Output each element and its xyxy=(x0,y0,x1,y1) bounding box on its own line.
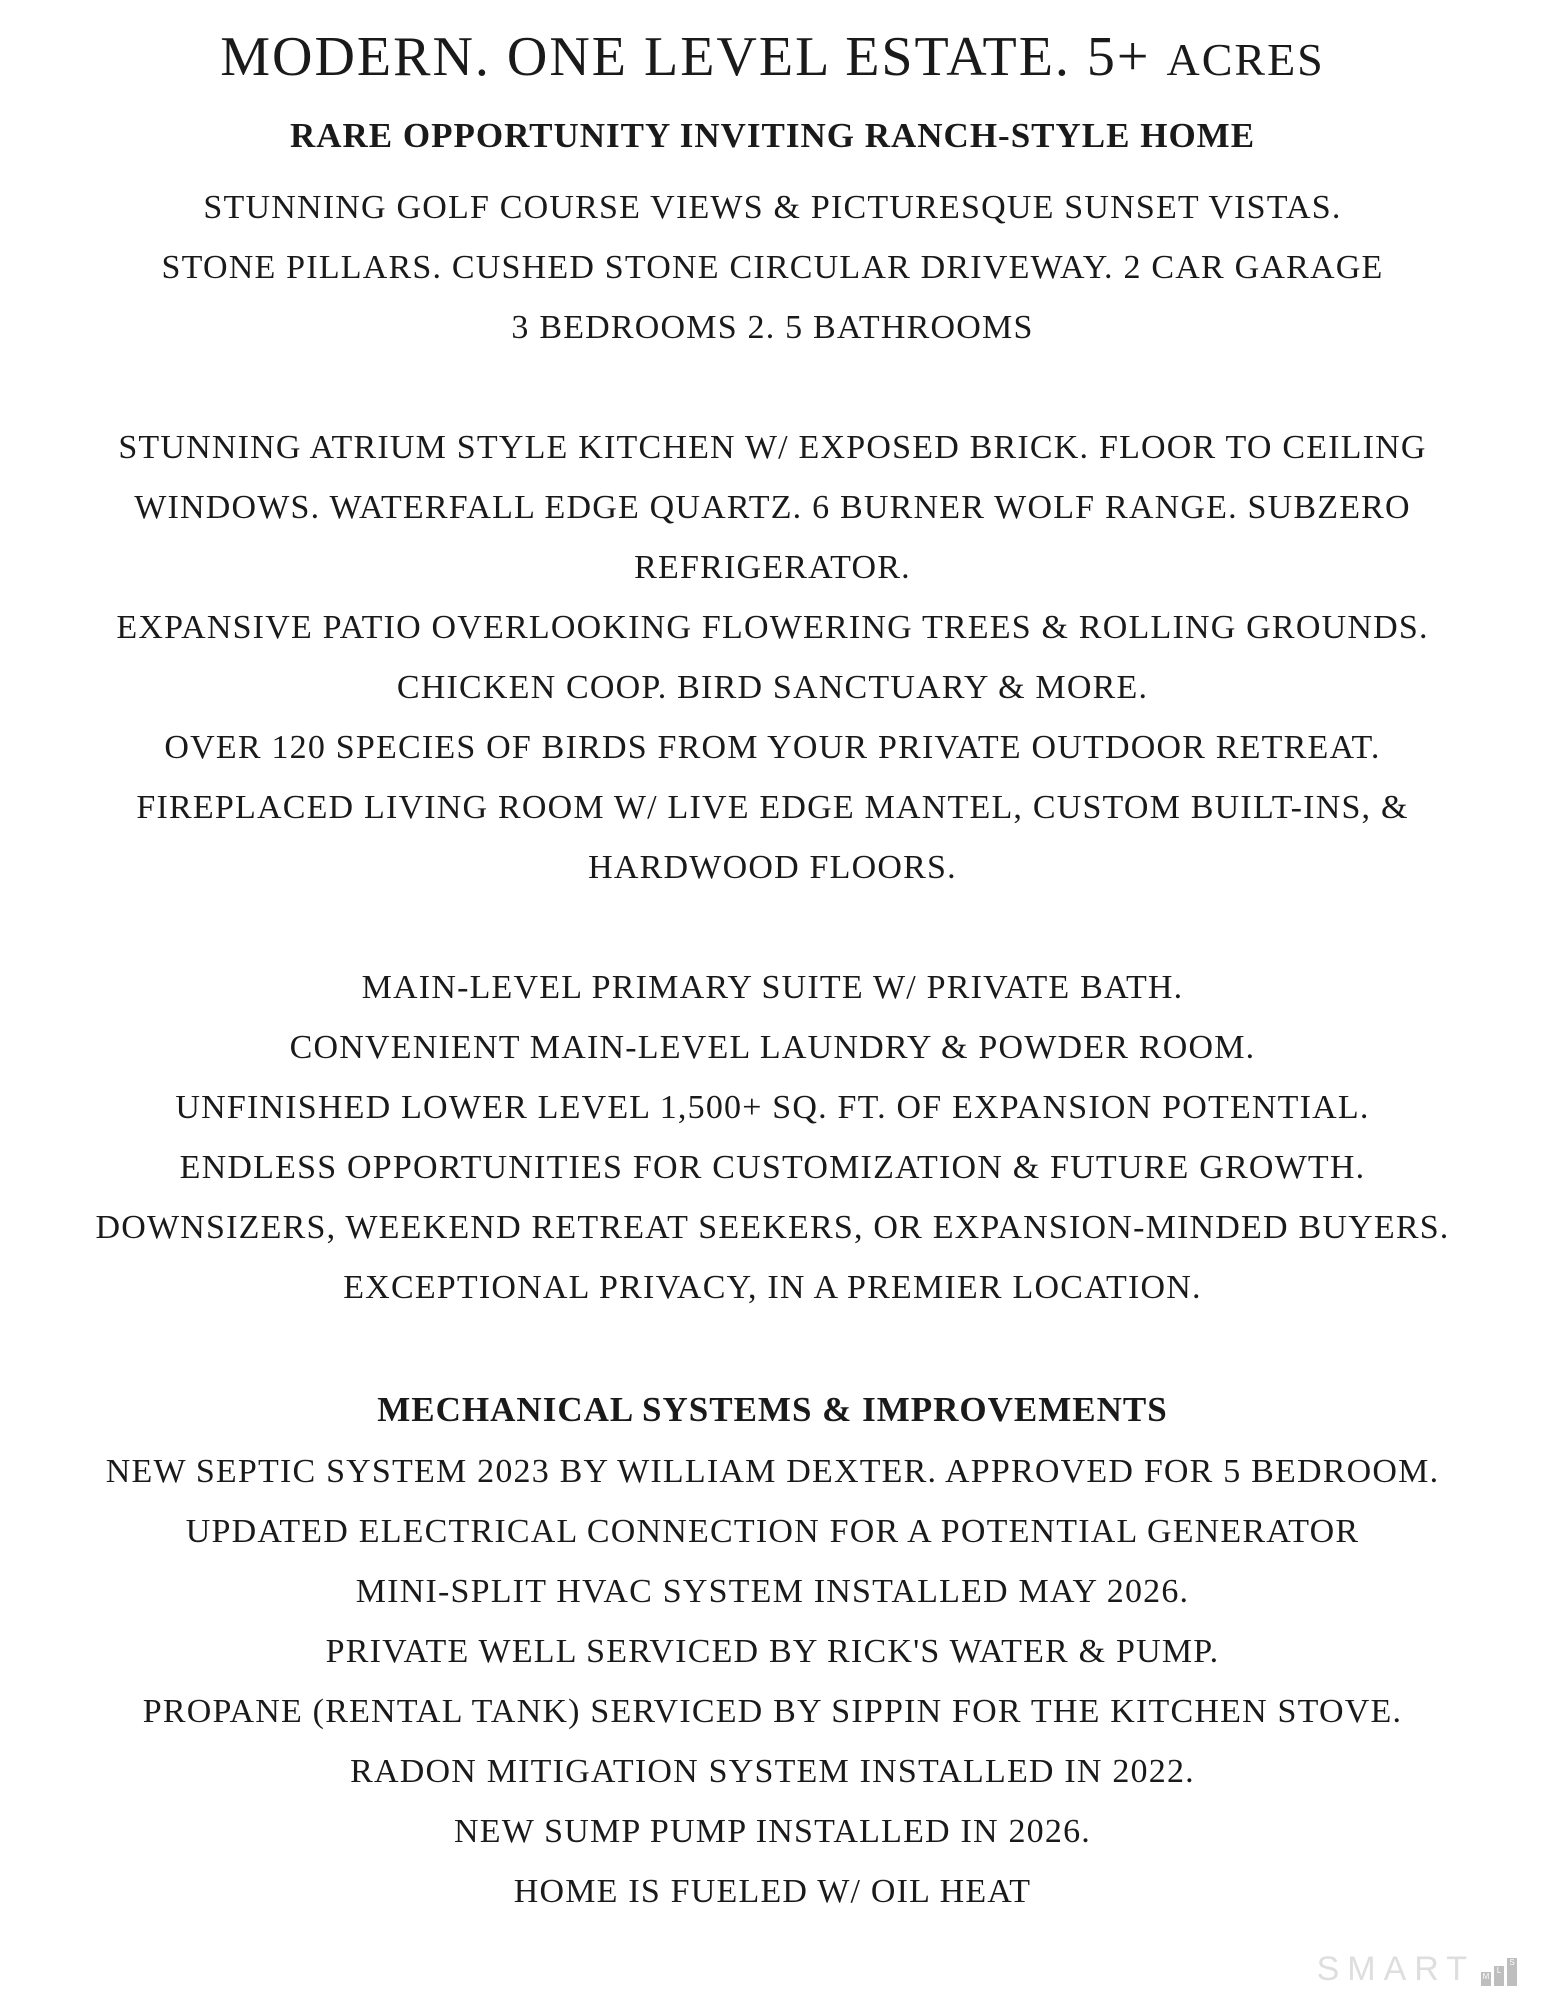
suite-line: MAIN-LEVEL PRIMARY SUITE W/ PRIVATE BATH. xyxy=(361,969,1184,1006)
suite-line: DOWNSIZERS, WEEKEND RETREAT SEEKERS, OR EXPANSION-MINDED BUYERS. xyxy=(95,1209,1450,1246)
mechanical-line: PRIVATE WELL SERVICED BY RICK'S WATER & PUMP. xyxy=(325,1633,1220,1670)
feature-line: CHICKEN COOP. BIRD SANCTUARY & MORE. xyxy=(396,669,1149,706)
logo-bar: M xyxy=(1481,1972,1491,1986)
suite-line: CONVENIENT MAIN-LEVEL LAUNDRY & POWDER ROOM. xyxy=(289,1029,1256,1066)
feature-line: HARDWOOD FLOORS. xyxy=(588,849,957,886)
intro-line: STUNNING GOLF COURSE VIEWS & PICTURESQUE SUNSET VISTAS. xyxy=(203,189,1342,226)
intro-line: STONE PILLARS. CUSHED STONE CIRCULAR DRIVEWAY. 2 CAR GARAGE xyxy=(161,249,1384,286)
mechanical-line: NEW SEPTIC SYSTEM 2023 BY WILLIAM DEXTER. APPROVED FOR 5 BEDROOM. xyxy=(105,1453,1440,1490)
feature-line: STUNNING ATRIUM STYLE KITCHEN W/ EXPOSED BRICK. FLOOR TO CEILING xyxy=(118,429,1427,466)
title-main: MODERN. ONE LEVEL ESTATE. 5+ xyxy=(220,26,1151,88)
section-heading-opportunity: RARE OPPORTUNITY INVITING RANCH-STYLE HOME xyxy=(289,116,1256,155)
suite-line: EXCEPTIONAL PRIVACY, IN A PREMIER LOCATION. xyxy=(343,1269,1202,1306)
mechanical-line: MINI-SPLIT HVAC SYSTEM INSTALLED MAY 2026. xyxy=(355,1573,1190,1610)
feature-line: OVER 120 SPECIES OF BIRDS FROM YOUR PRIVATE OUTDOOR RETREAT. xyxy=(164,729,1381,766)
feature-line: REFRIGERATOR. xyxy=(634,549,911,586)
mechanical-line: RADON MITIGATION SYSTEM INSTALLED IN 2022. xyxy=(350,1753,1195,1790)
mechanical-line: UPDATED ELECTRICAL CONNECTION FOR A POTENTIAL GENERATOR xyxy=(185,1513,1360,1550)
logo-bars xyxy=(1481,1956,1517,1986)
feature-line: WINDOWS. WATERFALL EDGE QUARTZ. 6 BURNER WOLF RANGE. SUBZERO xyxy=(134,489,1411,526)
intro-line: 3 BEDROOMS 2. 5 BATHROOMS xyxy=(511,309,1034,346)
feature-line: EXPANSIVE PATIO OVERLOOKING FLOWERING TREES & ROLLING GROUNDS. xyxy=(116,609,1429,646)
smart-mls-logo xyxy=(1317,1952,1517,1986)
feature-line: FIREPLACED LIVING ROOM W/ LIVE EDGE MANTEL, CUSTOM BUILT-INS, & xyxy=(136,789,1409,826)
mechanical-line: NEW SUMP PUMP INSTALLED IN 2026. xyxy=(453,1813,1091,1850)
logo-bar: L xyxy=(1494,1966,1504,1986)
section-heading-mechanical: MECHANICAL SYSTEMS & IMPROVEMENTS xyxy=(377,1390,1168,1429)
suite-line: ENDLESS OPPORTUNITIES FOR CUSTOMIZATION & FUTURE GROWTH. xyxy=(179,1149,1366,1186)
title-small: ACRES xyxy=(1166,34,1325,85)
suite-line: UNFINISHED LOWER LEVEL 1,500+ SQ. FT. OF EXPANSION POTENTIAL. xyxy=(175,1089,1370,1126)
page-title xyxy=(0,22,1545,95)
mechanical-line: PROPANE (RENTAL TANK) SERVICED BY SIPPIN FOR THE KITCHEN STOVE. xyxy=(142,1693,1403,1730)
logo-wordmark: SMART xyxy=(1316,1950,1475,1988)
logo-bar: S xyxy=(1507,1958,1517,1986)
mechanical-line: HOME IS FUELED W/ OIL HEAT xyxy=(513,1873,1032,1910)
